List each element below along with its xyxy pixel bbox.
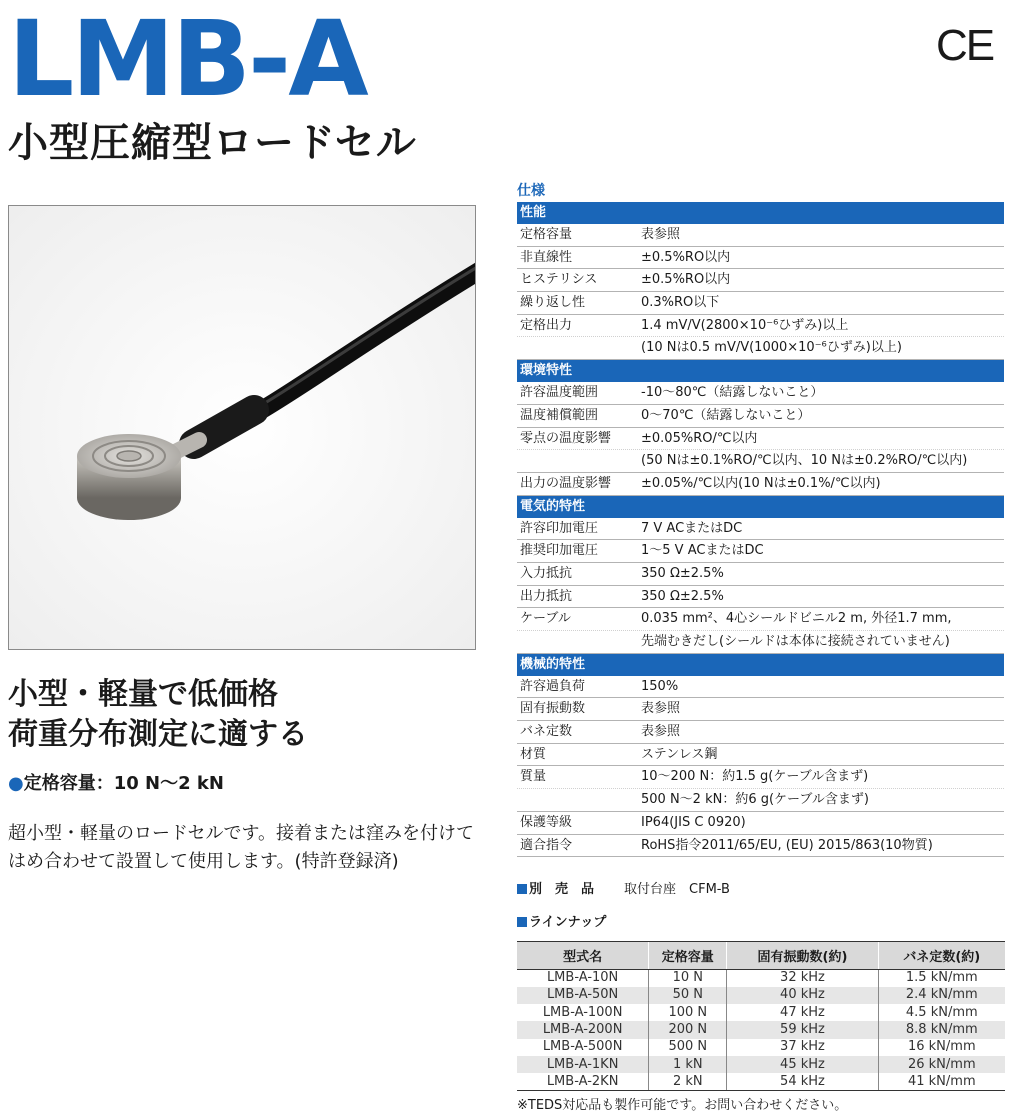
product-subtitle: 小型圧縮型ロードセル xyxy=(8,120,417,166)
lineup-cell: 37 kHz xyxy=(727,1039,878,1056)
lineup-cell: 16 kN/mm xyxy=(878,1039,1005,1056)
lineup-header-cell: 固有振動数(約) xyxy=(727,942,878,970)
spec-row xyxy=(517,766,1004,789)
spec-value: IP64(JIS C 0920) xyxy=(641,814,746,830)
rated-capacity-summary xyxy=(8,772,224,796)
accessory-value: 取付台座 CFM-B xyxy=(624,882,730,897)
lineup-row xyxy=(517,1039,1005,1056)
spec-value: RoHS指令2011/65/EU, (EU) 2015/863(10物質) xyxy=(641,837,933,853)
spec-value: ±0.5%RO以内 xyxy=(641,249,731,265)
square-bullet-icon xyxy=(517,917,527,927)
spec-key: 出力抵抗 xyxy=(520,588,573,604)
spec-section-header: 性能 xyxy=(517,202,1004,224)
lineup-header-row xyxy=(517,942,1005,970)
lineup-cell: 41 kN/mm xyxy=(878,1073,1005,1090)
rated-capacity-text: 定格容量：10 N～2 kN xyxy=(23,773,224,794)
spec-row xyxy=(517,698,1004,721)
spec-row xyxy=(517,676,1004,699)
spec-value: ±0.05%/℃以内(10 Nは±0.1%/℃以内) xyxy=(641,475,881,491)
spec-value: 1.4 mV/V(2800×10⁻⁶ひずみ)以上 xyxy=(641,317,849,333)
lineup-row xyxy=(517,1073,1005,1090)
lineup-cell: 100 N xyxy=(649,1004,727,1021)
spec-key: 許容印加電圧 xyxy=(520,520,599,536)
lineup-header-cell: バネ定数(約) xyxy=(878,942,1005,970)
lineup-cell: 26 kN/mm xyxy=(878,1056,1005,1073)
spec-section-header: 機械的特性 xyxy=(517,654,1004,676)
spec-value: ステンレス鋼 xyxy=(641,746,718,762)
spec-row xyxy=(517,744,1004,767)
lineup-row xyxy=(517,970,1005,987)
spec-key: バネ定数 xyxy=(520,724,573,740)
lineup-cell: 4.5 kN/mm xyxy=(878,1004,1005,1021)
square-bullet-icon xyxy=(517,884,527,894)
lineup-row xyxy=(517,1021,1005,1038)
spec-key xyxy=(517,450,641,472)
spec-row xyxy=(517,586,1004,609)
spec-value: 150% xyxy=(641,678,679,694)
spec-row xyxy=(517,540,1004,563)
spec-value: 7 V ACまたはDC xyxy=(641,520,743,536)
lineup-header-cell: 型式名 xyxy=(517,942,649,970)
spec-section-header: 電気的特性 xyxy=(517,496,1004,518)
spec-key: 入力抵抗 xyxy=(520,565,573,581)
spec-key: 許容過負荷 xyxy=(520,678,586,694)
spec-value: 10～200 N：約1.5 g(ケーブル含まず) xyxy=(641,769,869,785)
spec-table xyxy=(517,202,1004,857)
spec-row xyxy=(517,428,1004,451)
ce-mark: CE xyxy=(936,21,994,70)
spec-key: 非直線性 xyxy=(520,249,573,265)
lineup-cell: 54 kHz xyxy=(727,1073,878,1090)
footnote: ※TEDS対応品も製作可能です。お問い合わせください。 xyxy=(517,1098,848,1113)
spec-key: 適合指令 xyxy=(520,837,573,853)
spec-key: 推奨印加電圧 xyxy=(520,543,599,559)
lineup-cell: 2 kN xyxy=(649,1073,727,1090)
lineup-cell: 59 kHz xyxy=(727,1021,878,1038)
spec-key: 出力の温度影響 xyxy=(520,475,612,491)
spec-key: 保護等級 xyxy=(520,814,573,830)
accessory-line xyxy=(517,880,730,900)
lineup-title-text: ラインナップ xyxy=(529,915,607,930)
product-model-title: LMB-A xyxy=(8,0,366,120)
spec-value: (50 Nは±0.1%RO/℃以内、10 Nは±0.2%RO/℃以内) xyxy=(641,453,968,469)
spec-row xyxy=(517,631,1004,654)
spec-value: 表参照 xyxy=(641,701,681,717)
spec-value: 先端むきだし(シールドは本体に接続されていません) xyxy=(641,634,950,649)
lineup-cell: 47 kHz xyxy=(727,1004,878,1021)
spec-value: 1～5 V ACまたはDC xyxy=(641,543,764,559)
lineup-cell: 200 N xyxy=(649,1021,727,1038)
spec-value: 表参照 xyxy=(641,724,681,740)
lineup-row xyxy=(517,1004,1005,1021)
spec-key: 材質 xyxy=(520,746,547,762)
spec-key: 繰り返し性 xyxy=(520,295,586,311)
spec-row xyxy=(517,835,1004,858)
spec-key: ヒステリシス xyxy=(520,272,598,288)
lineup-title xyxy=(517,913,606,933)
spec-row xyxy=(517,292,1004,315)
spec-row xyxy=(517,473,1004,496)
spec-value: ±0.5%RO以内 xyxy=(641,272,731,288)
spec-key: 定格出力 xyxy=(520,317,573,333)
spec-value: 0.3%RO以下 xyxy=(641,295,720,311)
spec-row xyxy=(517,269,1004,292)
spec-row xyxy=(517,450,1004,473)
bullet-icon: ● xyxy=(8,773,24,794)
spec-row xyxy=(517,337,1004,360)
lineup-header-cell: 定格容量 xyxy=(649,942,727,970)
spec-key xyxy=(517,631,641,653)
spec-key: 定格容量 xyxy=(520,227,573,242)
accessory-label: 別 売 品 xyxy=(529,882,595,897)
spec-value: 350 Ω±2.5% xyxy=(641,565,724,581)
spec-value: 350 Ω±2.5% xyxy=(641,588,724,604)
spec-row xyxy=(517,224,1004,247)
lineup-cell: LMB-A-2KN xyxy=(517,1073,649,1090)
spec-title: 仕様 xyxy=(517,183,545,199)
lineup-cell: 1.5 kN/mm xyxy=(878,970,1005,987)
spec-row xyxy=(517,247,1004,270)
lineup-cell: 2.4 kN/mm xyxy=(878,987,1005,1004)
spec-row xyxy=(517,608,1004,631)
spec-value: 表参照 xyxy=(641,227,681,242)
lineup-cell: 8.8 kN/mm xyxy=(878,1021,1005,1038)
lineup-cell: 10 N xyxy=(649,970,727,987)
spec-key: 温度補償範囲 xyxy=(520,407,599,423)
spec-key xyxy=(517,337,641,359)
spec-row xyxy=(517,405,1004,428)
spec-key: 固有振動数 xyxy=(520,701,586,717)
spec-value: (10 Nは0.5 mV/V(1000×10⁻⁶ひずみ)以上) xyxy=(641,340,902,356)
lineup-cell: LMB-A-100N xyxy=(517,1004,649,1021)
lineup-cell: LMB-A-10N xyxy=(517,970,649,987)
spec-section-header: 環境特性 xyxy=(517,360,1004,382)
spec-key xyxy=(517,789,641,811)
headline-line-1: 小型・軽量で低価格 xyxy=(8,677,278,712)
spec-row xyxy=(517,812,1004,835)
lineup-cell: LMB-A-1KN xyxy=(517,1056,649,1073)
lineup-row xyxy=(517,1056,1005,1073)
spec-value: 0～70℃（結露しないこと） xyxy=(641,407,811,423)
lineup-cell: 45 kHz xyxy=(727,1056,878,1073)
spec-value: -10～80℃（結露しないこと） xyxy=(641,385,824,401)
spec-row xyxy=(517,315,1004,338)
spec-row xyxy=(517,382,1004,405)
lineup-cell: 32 kHz xyxy=(727,970,878,987)
product-description: 超小型・軽量のロードセルです。接着または窪みを付けてはめ合わせて設置して使用します。(特許登録済) xyxy=(8,823,475,872)
product-photo xyxy=(8,205,476,650)
spec-value: 0.035 mm²、4心シールドビニル2 m, 外径1.7 mm, xyxy=(641,611,952,627)
lineup-cell: 500 N xyxy=(649,1039,727,1056)
spec-key: ケーブル xyxy=(520,611,571,627)
lineup-cell: LMB-A-200N xyxy=(517,1021,649,1038)
spec-row xyxy=(517,518,1004,541)
spec-row xyxy=(517,721,1004,744)
load-cell-illustration xyxy=(9,206,476,650)
lineup-cell: 40 kHz xyxy=(727,987,878,1004)
spec-value: 500 N～2 kN：約6 g(ケーブル含まず) xyxy=(641,792,869,808)
spec-row xyxy=(517,563,1004,586)
lineup-cell: LMB-A-50N xyxy=(517,987,649,1004)
lineup-table xyxy=(517,941,1005,1091)
lineup-cell: LMB-A-500N xyxy=(517,1039,649,1056)
headline-line-2: 荷重分布測定に適する xyxy=(8,717,308,752)
lineup-row xyxy=(517,987,1005,1004)
spec-row xyxy=(517,789,1004,812)
spec-value: ±0.05%RO/℃以内 xyxy=(641,430,758,446)
spec-key: 許容温度範囲 xyxy=(520,385,599,401)
spec-key: 質量 xyxy=(520,769,547,785)
lineup-cell: 50 N xyxy=(649,987,727,1004)
spec-key: 零点の温度影響 xyxy=(520,430,612,446)
lineup-cell: 1 kN xyxy=(649,1056,727,1073)
